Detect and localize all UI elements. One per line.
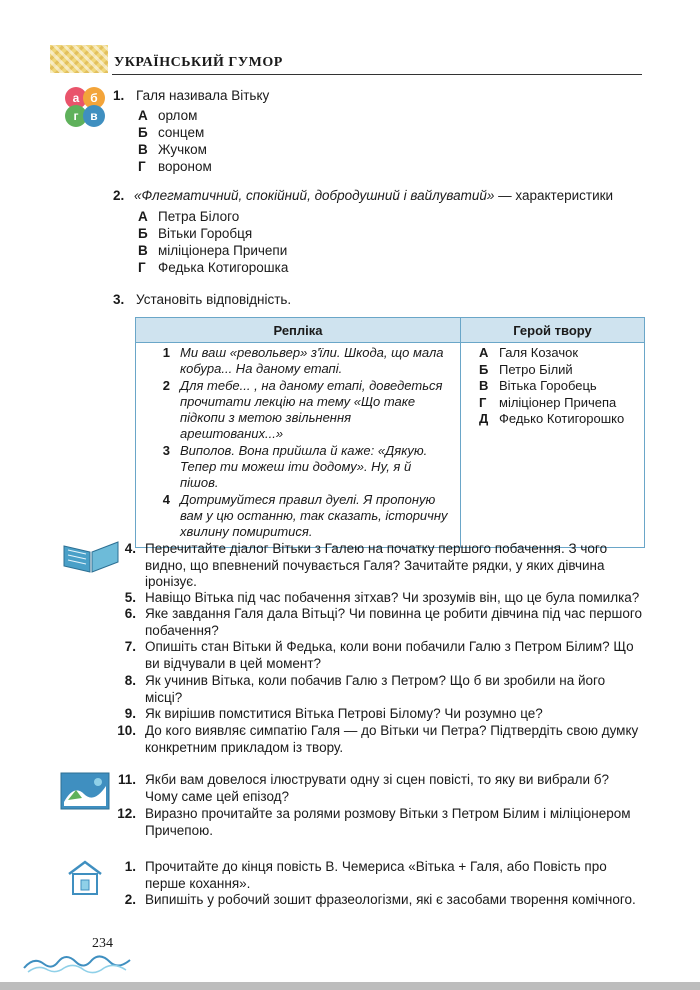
question-text: — характеристики bbox=[494, 188, 614, 203]
question-quote: «Флегматичний, спокійний, добродушний і вайлуватий» bbox=[134, 188, 495, 203]
test-question-2 bbox=[113, 187, 643, 204]
question-number: 7. bbox=[124, 639, 136, 654]
question-number: 10. bbox=[117, 723, 136, 738]
hero-item: Б Петро Білий bbox=[479, 361, 573, 377]
heroes-cell bbox=[461, 343, 645, 548]
abvg-letter: б bbox=[90, 91, 98, 105]
question-text: Установіть відповідність. bbox=[136, 292, 292, 307]
question-text: Галя називала Вітьку bbox=[136, 88, 270, 103]
matching-table bbox=[135, 317, 645, 548]
question-text: Яке завдання Галя дала Вітьці? Чи повинна це робити дівчина під час першого побачення? bbox=[145, 606, 642, 638]
question-number: 8. bbox=[124, 673, 136, 688]
homework-number: 1. bbox=[124, 859, 136, 874]
answer-option: А орлом bbox=[138, 108, 198, 123]
question-number: 2. bbox=[113, 188, 125, 203]
question-number: 9. bbox=[124, 706, 136, 721]
question-number: 5. bbox=[124, 590, 136, 605]
table-header-replica: Репліка bbox=[136, 318, 461, 343]
picture-icon bbox=[60, 772, 110, 810]
header-ornament bbox=[50, 45, 108, 73]
section-title: УКРАЇНСЬКИЙ ГУМОР bbox=[114, 55, 283, 70]
answer-option: А Петра Білого bbox=[138, 209, 240, 224]
question-text: Як вирішив помститися Вітька Петрові Білому? Чи розумно це? bbox=[145, 706, 543, 721]
test-question-1 bbox=[113, 87, 269, 104]
answer-option: В Жучком bbox=[138, 142, 207, 157]
homework-text: Прочитайте до кінця повість В. Чемериса «Вітька + Галя, або Повість про перше кохання». bbox=[145, 859, 607, 891]
question-text: Навіщо Вітька під час побачення зітхав? Чи зрозумів він, що це була помилка? bbox=[145, 590, 640, 605]
answer-option: Б Вітьки Горобця bbox=[138, 226, 253, 241]
question-number: 11. bbox=[117, 772, 136, 787]
question-number: 6. bbox=[124, 606, 136, 621]
question-number: 1. bbox=[113, 88, 125, 103]
footer-bar bbox=[0, 982, 700, 990]
abvg-letter: а bbox=[72, 91, 80, 105]
abvg-letter: в bbox=[90, 109, 98, 123]
homework-text: Випишіть у робочий зошит фразеологізми, які є засобами творення комічного. bbox=[145, 892, 636, 907]
home-icon bbox=[66, 858, 104, 896]
hero-item: А Галя Козачок bbox=[479, 345, 579, 360]
page-number: 234 bbox=[92, 936, 113, 951]
replicas-cell bbox=[136, 343, 461, 548]
question-number: 12. bbox=[117, 806, 136, 821]
homework-number: 2. bbox=[124, 892, 136, 907]
wave-ornament-icon bbox=[22, 950, 132, 976]
answer-option: Г Федька Котигорошка bbox=[138, 260, 289, 275]
header-rule bbox=[112, 74, 642, 75]
hero-item: Г міліціонер Причепа bbox=[479, 394, 617, 410]
question-number: 4. bbox=[124, 541, 136, 556]
replica-item: 3 Виполов. Вона прийшла й каже: «Дякую. Тепер ти можеш іти додому». Ну, я й пішов. bbox=[162, 443, 428, 490]
replica-item: 4 Дотримуйтеся правил дуелі. Я пропоную вам у цю останню, так сказать, історичну хвилину помиритися. bbox=[162, 492, 448, 539]
test-question-3 bbox=[113, 291, 291, 308]
question-text: Як учинив Вітька, коли побачив Галю з Петром? Що б ви зробили на його місці? bbox=[145, 673, 606, 705]
answer-option: Б сонцем bbox=[138, 125, 205, 140]
test-abvg-icon bbox=[64, 86, 106, 128]
replica-item: 2 Для тебе... , на даному етапі, доведеться прочитати лекцію на тему «Що таке підкопи з метою звільнення арештованих...» bbox=[162, 378, 443, 441]
hero-item: Д Федько Котигорошко bbox=[479, 411, 625, 426]
answer-option: В міліціонера Причепи bbox=[138, 243, 288, 258]
question-text: Перечитайте діалог Вітьки з Галею на початку першого побачення. З чого видно, що впевнений почувається Галя? Зачитайте рядки, у яких дівчина іронізує. bbox=[145, 541, 608, 589]
question-text: До кого виявляє симпатію Галя — до Вітьки чи Петра? Підтвердіть свою думку конкретним прикладом із твору. bbox=[145, 723, 639, 755]
question-text: Якби вам довелося ілюструвати одну зі сцен повісті, то яку ви вибрали б? Чому саме цей епізод? bbox=[145, 772, 610, 804]
table-header-hero: Герой твору bbox=[461, 318, 645, 343]
replica-item: 1 Ми ваш «револьвер» з'їли. Шкода, що мала кобура... На даному етапі. bbox=[162, 345, 444, 376]
abvg-letter: г bbox=[73, 109, 79, 123]
question-text: Виразно прочитайте за ролями розмову Вітьки з Петром Білим і міліціонером Причепою. bbox=[145, 806, 631, 838]
question-text: Опишіть стан Вітьки й Федька, коли вони побачили Галю з Петром Білим? Що ви відчували в цей момент? bbox=[145, 639, 634, 671]
answer-option: Г вороном bbox=[138, 159, 212, 174]
hero-item: В Вітька Горобець bbox=[479, 378, 597, 393]
question-number: 3. bbox=[113, 292, 125, 307]
